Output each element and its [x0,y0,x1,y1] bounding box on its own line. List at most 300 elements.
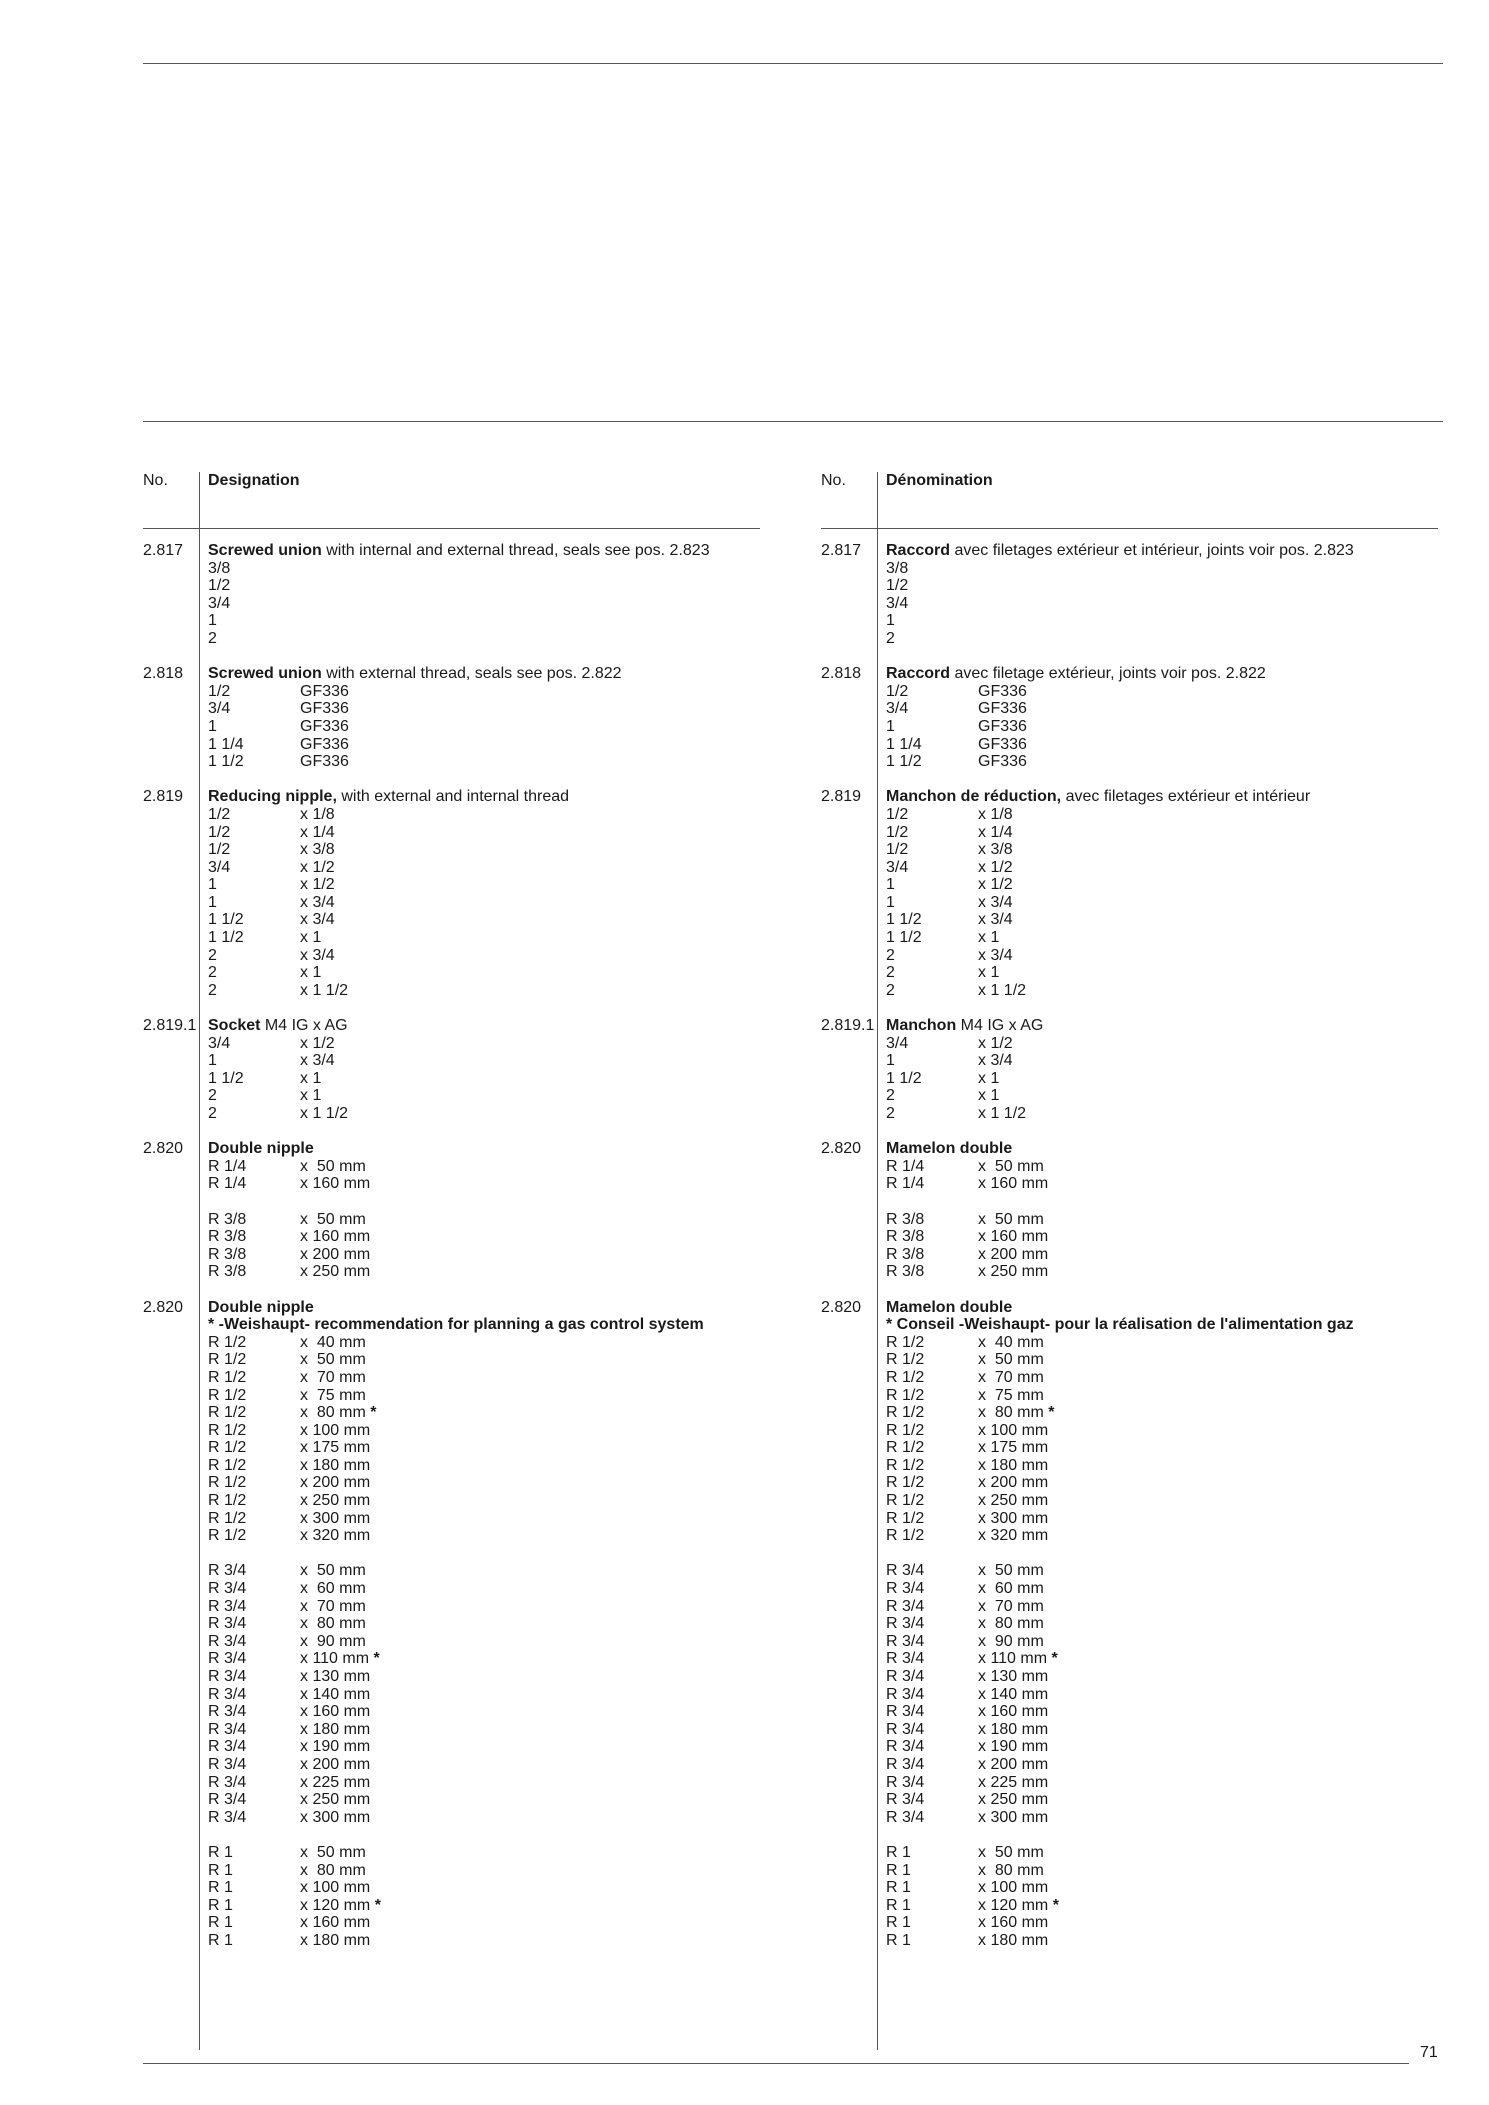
header-designation: Designation [208,472,300,489]
size-dimension [978,1510,1048,1528]
size-thread: 1 [208,1052,217,1070]
size-dimension [300,683,349,701]
size-dimension [978,1035,1013,1053]
section-list [821,542,1438,1967]
header-no: No. [821,472,846,489]
part-title-rest: avec filetages extérieur et intérieur, joints voir pos. 2.823 [950,542,1354,559]
size-thread: R 3/4 [886,1703,925,1721]
size-thread: 1/2 [208,841,231,859]
size-thread: 3/8 [886,559,909,577]
size-dimension [978,1844,1044,1862]
size-row [208,876,760,894]
size-dimension [300,1774,370,1792]
size-value: x 75 mm [300,1386,366,1404]
size-value: x 160 mm [300,1914,371,1932]
size-row [886,736,1438,754]
part-title [886,1299,1438,1317]
size-row [208,1158,760,1176]
size-value: x 80 mm [300,1861,366,1879]
size-row [886,1914,1438,1932]
size-row [208,1334,760,1352]
size-dimension [300,947,335,965]
part-section [821,1299,1438,1950]
size-value: x 100 mm [978,1421,1049,1439]
size-value: x 250 mm [978,1263,1049,1281]
part-subtitle: * -Weishaupt- recommendation for planning a gas control system [208,1316,704,1334]
size-value: x 50 mm [978,1351,1044,1369]
size-thread: 1 [208,717,217,735]
size-value: x 50 mm [978,1210,1044,1228]
size-dimension [978,1422,1048,1440]
size-thread: 3/4 [208,1034,231,1052]
size-row [208,841,760,859]
size-thread: 2 [886,981,895,999]
size-row [886,1862,1438,1880]
size-row [208,1439,760,1457]
size-value: x 120 mm [300,1896,371,1914]
size-dimension [300,1862,366,1880]
size-value: x 80 mm [978,1615,1044,1633]
part-section [821,1140,1438,1281]
size-row [208,1738,760,1756]
size-row [886,1070,1438,1088]
size-row [886,876,1438,894]
size-thread: R 3/4 [886,1562,925,1580]
size-row [208,1633,760,1651]
size-value: x 75 mm [978,1386,1044,1404]
size-value: x 40 mm [300,1333,366,1351]
size-thread: R 3/8 [208,1245,247,1263]
size-value: GF336 [300,717,349,735]
size-row [886,1474,1438,1492]
size-dimension [978,1598,1044,1616]
size-value: x 160 mm [300,1175,371,1193]
size-thread: R 1 [208,1914,233,1932]
size-row [886,1211,1438,1229]
size-row [886,612,1438,630]
size-thread: 1/2 [208,805,231,823]
size-value: GF336 [300,735,349,753]
size-dimension [978,1879,1048,1897]
size-row [886,1897,1438,1915]
size-value: x 3/4 [978,893,1013,911]
size-thread: 2 [208,1105,217,1122]
size-value: x 1/2 [978,1034,1013,1052]
size-thread: 1 [886,717,895,735]
size-thread: R 1/2 [208,1439,247,1457]
part-title-bold: Screwed union [208,665,322,683]
size-row [208,1562,760,1580]
size-dimension [978,1211,1044,1229]
size-dimension [978,1263,1048,1281]
size-row [208,806,760,824]
size-row [208,1615,760,1633]
size-dimension [978,1527,1048,1545]
size-value: x 90 mm [978,1632,1044,1650]
part-title-rest: avec filetages extérieur et intérieur [1061,788,1311,806]
size-value: x 160 mm [978,1228,1049,1246]
size-thread: R 1 [886,1843,911,1861]
size-value: x 320 mm [300,1527,371,1545]
size-thread: R 3/4 [208,1703,247,1721]
size-thread: 1 1/2 [208,911,244,929]
size-value: GF336 [300,700,349,718]
size-value: x 100 mm [978,1879,1049,1897]
part-section [143,1299,760,1950]
size-row [886,1650,1438,1668]
part-section [143,665,760,771]
size-row [886,1879,1438,1897]
size-row [886,911,1438,929]
size-row [886,1686,1438,1704]
size-dimension [978,1615,1044,1633]
size-thread: R 1/2 [208,1421,247,1439]
size-thread: 1/2 [208,577,231,595]
size-row [886,1774,1438,1792]
size-value: x 3/4 [978,1052,1013,1070]
size-row [208,1721,760,1739]
size-value: x 130 mm [978,1668,1049,1685]
size-thread: R 3/4 [208,1685,247,1703]
header-no: No. [143,472,168,489]
size-dimension [978,1439,1048,1457]
size-value: x 175 mm [300,1439,371,1457]
size-dimension [978,1052,1013,1070]
size-dimension [300,1457,370,1475]
size-value: x 70 mm [978,1368,1044,1386]
size-row [208,1492,760,1510]
size-thread: 3/4 [886,1034,909,1052]
size-row [886,1052,1438,1070]
size-dimension [300,982,348,1000]
size-value: x 1/4 [300,823,335,841]
row-spacer [208,1545,760,1563]
size-thread: 3/8 [208,559,231,577]
size-row [886,1791,1438,1809]
part-title-bold: Reducing nipple, [208,788,337,806]
size-thread: R 3/4 [208,1791,247,1809]
size-value: x 160 mm [300,1703,371,1721]
size-row [208,1527,760,1545]
size-dimension [978,1087,999,1105]
row-spacer [886,1826,1438,1844]
size-row [886,1422,1438,1440]
size-thread: 2 [886,946,895,964]
size-value: x 1 [978,1069,1000,1087]
size-dimension [978,1862,1044,1880]
size-thread: 1 1/2 [886,753,922,771]
size-thread: R 1 [208,1896,233,1914]
size-dimension [300,1527,370,1545]
size-dimension [300,1211,366,1229]
size-value: x 80 mm [300,1615,366,1633]
size-row [886,1932,1438,1950]
part-description [208,665,760,771]
size-dimension [300,1703,370,1721]
size-thread: R 3/4 [886,1650,925,1668]
size-thread: R 1/2 [886,1421,925,1439]
size-dimension [300,1404,376,1422]
size-row [208,700,760,718]
header-rule [821,528,1438,529]
recommendation-marker: * [1052,1896,1059,1914]
size-thread: R 3/4 [208,1773,247,1791]
size-value: x 1/2 [300,876,335,894]
size-row [208,1703,760,1721]
size-row [886,964,1438,982]
size-row [208,1598,760,1616]
size-value: x 50 mm [300,1843,366,1861]
size-row [886,1615,1438,1633]
size-row [208,1387,760,1405]
size-thread: 2 [208,629,217,647]
part-title-rest: M4 IG x AG [260,1017,348,1035]
size-value: x 300 mm [300,1808,371,1826]
size-dimension [300,1844,366,1862]
size-row [886,700,1438,718]
size-row [208,1228,760,1246]
size-dimension [978,1105,1026,1123]
size-value: x 80 mm [978,1861,1044,1879]
size-thread: R 1/2 [886,1368,925,1386]
size-dimension [300,1809,370,1827]
size-thread: R 1 [886,1896,911,1914]
size-row [886,1580,1438,1598]
size-dimension [300,1686,370,1704]
size-value: x 100 mm [300,1421,371,1439]
size-row [208,1914,760,1932]
size-dimension [978,894,1013,912]
size-value: x 190 mm [300,1738,371,1756]
size-row [208,1774,760,1792]
size-dimension [978,1668,1048,1686]
size-row [208,1175,760,1193]
part-title [886,665,1438,683]
size-row [886,859,1438,877]
size-value: x 1/4 [978,823,1013,841]
size-value: x 3/8 [300,841,335,859]
size-dimension [300,1175,370,1193]
size-row [886,894,1438,912]
size-row [208,718,760,736]
part-description [886,788,1438,999]
part-section [143,542,760,648]
size-dimension [300,1369,366,1387]
size-thread: R 3/4 [886,1632,925,1650]
size-value: x 250 mm [978,1791,1049,1809]
size-dimension [978,1492,1048,1510]
size-dimension [978,1369,1044,1387]
size-thread: 3/4 [886,700,909,718]
size-row [886,1263,1438,1281]
size-dimension [978,1404,1054,1422]
size-thread: 1/2 [886,823,909,841]
size-thread: 3/4 [208,858,231,876]
size-dimension [300,929,321,947]
part-title-bold: Raccord [886,665,951,683]
size-thread: R 3/4 [208,1650,247,1668]
size-dimension [978,1246,1048,1264]
size-row [886,1738,1438,1756]
size-thread: 1/2 [886,577,909,595]
size-row [208,1052,760,1070]
size-dimension [300,1668,370,1686]
size-row [208,595,760,613]
size-row [208,1422,760,1440]
part-title-rest: M4 IG x AG [956,1017,1044,1035]
size-row [208,736,760,754]
part-subtitle: * Conseil -Weishaupt- pour la réalisation de l'alimentation gaz [886,1316,1354,1334]
size-row [208,560,760,578]
part-title [208,665,760,683]
part-title [208,1140,760,1158]
size-row [886,1175,1438,1193]
part-title-bold: Socket [208,1017,261,1035]
top-rule [143,63,1443,64]
size-row [208,1650,760,1668]
size-value: GF336 [978,753,1027,771]
size-thread: 1 [208,876,217,894]
size-row [208,1809,760,1827]
size-row [886,1809,1438,1827]
size-row [208,1211,760,1229]
size-thread: R 1 [208,1879,233,1897]
size-dimension [978,753,1027,771]
size-row [208,1580,760,1598]
size-thread: R 1 [886,1861,911,1879]
size-row [208,1369,760,1387]
header-rule [143,528,760,529]
size-thread: R 3/4 [886,1738,925,1756]
size-value: x 60 mm [300,1580,366,1598]
part-title-bold: Double nipple [208,1140,314,1158]
size-thread: 1 1/4 [886,735,922,753]
size-row [208,964,760,982]
size-thread: R 3/8 [886,1228,925,1246]
size-thread: R 1/2 [208,1509,247,1527]
size-dimension [300,1897,381,1915]
size-row [886,1633,1438,1651]
part-title-rest: avec filetage extérieur, joints voir pos. 2.822 [950,665,1266,683]
size-row [208,1035,760,1053]
size-dimension [300,1580,366,1598]
size-row [886,1439,1438,1457]
size-row [886,1369,1438,1387]
size-row [886,1756,1438,1774]
size-dimension [300,1932,370,1950]
size-value: x 180 mm [978,1931,1049,1949]
size-thread: R 1/2 [208,1527,247,1545]
size-dimension [978,1580,1044,1598]
recommendation-marker: * [1048,1404,1055,1422]
page-number: 71 [1420,2044,1438,2061]
size-value: x 3/4 [978,911,1013,929]
size-value: x 130 mm [300,1668,371,1685]
size-thread: 2 [208,1087,217,1105]
part-number: 2.820 [143,1298,184,1316]
size-thread: 1/2 [208,682,231,700]
size-value: x 140 mm [300,1685,371,1703]
size-dimension [300,1105,348,1123]
size-dimension [978,1721,1048,1739]
size-thread: R 3/8 [208,1263,247,1281]
size-dimension [300,1439,370,1457]
size-dimension [300,1070,321,1088]
size-value: x 180 mm [300,1931,371,1949]
size-dimension [978,1809,1048,1827]
column-english [143,460,760,2050]
size-value: x 1 [978,964,1000,982]
size-dimension [978,929,999,947]
size-row [886,1721,1438,1739]
size-thread: R 1/2 [886,1456,925,1474]
size-value: x 3/4 [300,911,335,929]
size-row [886,1087,1438,1105]
size-dimension [300,1087,321,1105]
size-thread: R 1 [886,1914,911,1932]
size-thread: 1 1/2 [208,929,244,947]
part-number: 2.820 [821,1298,862,1316]
size-dimension [300,1562,366,1580]
size-row [886,947,1438,965]
size-row [208,1686,760,1704]
size-dimension [978,1686,1048,1704]
size-thread: R 1 [886,1931,911,1949]
size-row [208,1087,760,1105]
size-dimension [300,859,335,877]
size-row [208,1668,760,1686]
size-value: x 250 mm [300,1263,371,1281]
size-thread: 2 [886,1105,895,1122]
size-thread: R 1/4 [886,1175,925,1193]
size-dimension [300,1738,370,1756]
size-value: x 1/2 [300,1034,335,1052]
part-number: 2.820 [143,1140,184,1158]
size-row [886,1334,1438,1352]
size-thread: R 3/4 [886,1580,925,1598]
size-value: x 200 mm [300,1755,371,1773]
size-dimension [300,1879,370,1897]
size-thread: R 3/4 [208,1738,247,1756]
size-thread: 1 [208,893,217,911]
size-dimension [978,1387,1044,1405]
size-thread: 2 [886,964,895,982]
size-thread: R 1/2 [886,1439,925,1457]
size-thread: 1 1/4 [208,735,244,753]
size-thread: 1/2 [886,841,909,859]
size-dimension [300,1650,380,1668]
size-row [886,1492,1438,1510]
part-title [886,788,1438,806]
part-section [143,1017,760,1123]
size-value: x 50 mm [300,1351,366,1369]
size-value: x 50 mm [300,1157,366,1175]
size-row [886,630,1438,648]
size-thread: 2 [886,1087,895,1105]
part-number: 2.819.1 [821,1017,875,1035]
size-value: x 50 mm [978,1843,1044,1861]
size-value: x 225 mm [978,1773,1049,1791]
size-dimension [978,1228,1048,1246]
size-thread: R 3/8 [886,1245,925,1263]
size-row [208,1510,760,1528]
size-thread: R 3/4 [208,1580,247,1598]
size-thread: 3/4 [208,700,231,718]
size-dimension [300,1158,366,1176]
size-value: x 1 [300,929,322,947]
part-title [208,542,760,560]
size-value: GF336 [300,682,349,700]
